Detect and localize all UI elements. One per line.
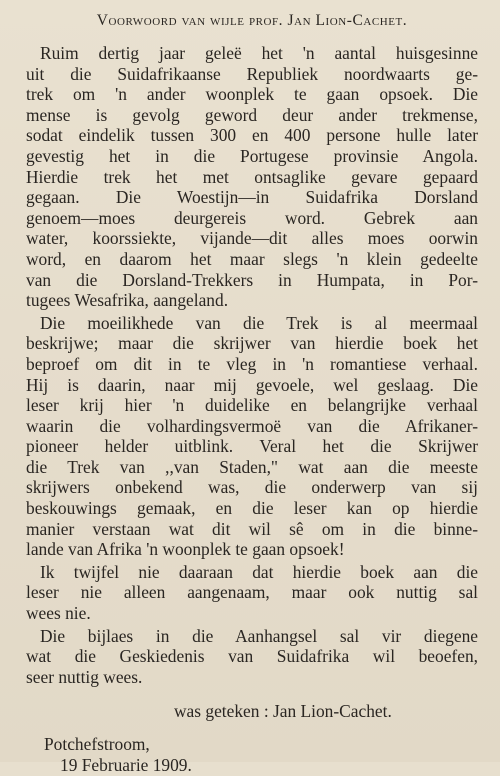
text-line: manier verstaan wat dit wil sê om in die binne- — [26, 518, 478, 539]
text-line: skrijwers onbekend was, die onderwerp van sij — [26, 477, 478, 498]
text-line: pioneer helder uitblink. Veral het die Skrijwer — [26, 436, 478, 457]
text-line: water, koorssiekte, vijande—dit alles moes oorwin — [26, 228, 478, 249]
text-line: beproef om dit in te vleg in 'n romantiese verhaal. — [26, 353, 478, 374]
text-line: sodat eindelik tussen 300 en 400 persone hulle later — [26, 125, 478, 146]
text-line: genoem—moes deurgereis word. Gebrek aan — [26, 207, 478, 228]
text-line: waarin die volhardingsvermoë van die Afrikaner- — [26, 415, 478, 436]
text-line: leser krij hier 'n duidelike en belangrijke verhaal — [26, 395, 478, 416]
text-line: beskrijwe; maar die skrijwer van hierdie boek het — [26, 333, 478, 354]
text-line: tugees Wesafrika, aangeland. — [26, 290, 229, 311]
text-line: mense is gevolg geword deur ander trekmense, — [26, 104, 478, 125]
paragraph — [26, 313, 478, 560]
signature-line: was geteken : Jan Lion-Cachet. — [174, 701, 392, 722]
text-line: word, en daarom het maar slegs 'n klein gedeelte — [26, 248, 478, 269]
text-line: Hij is daarin, naar mij gevoele, wel geslaag. Die — [26, 374, 478, 395]
text-line: wat die Geskiedenis van Suidafrika wil beoefen, — [26, 646, 478, 667]
text-line: trek om 'n ander woonplek te gaan opsoek. Die — [26, 84, 478, 105]
place-line: Potchefstroom, — [44, 734, 150, 755]
foreword-body — [26, 43, 478, 687]
text-line: die Trek van ,,van Staden," wat aan die meeste — [26, 456, 478, 477]
foreword-heading: Voorwoord van wijle prof. Jan Lion-Cachet. — [96, 12, 408, 29]
text-line: Ruim dertig jaar geleë het 'n aantal huisgesinne — [40, 43, 478, 63]
paragraph — [26, 562, 478, 624]
date-line: 19 Februarie 1909. — [60, 755, 192, 776]
text-line: Die bijlaes in die Aanhangsel sal vir diegene — [40, 625, 478, 646]
text-line: uit die Suidafrikaanse Republiek noordwaarts ge- — [26, 63, 478, 84]
text-line: Die moeilikhede van die Trek is al meermaal — [40, 312, 478, 333]
text-line: van die Dorsland-Trekkers in Humpata, in Por- — [26, 269, 478, 290]
text-line: seer nuttig wees. — [26, 666, 143, 687]
text-line: gegaan. Die Woestijn—in Suidafrika Dorsland — [26, 187, 478, 208]
text-line: lande van Afrika 'n woonplek te gaan opsoek! — [26, 539, 345, 560]
paragraph — [26, 43, 478, 311]
text-line: leser nie alleen aangenaam, maar ook nuttig sal — [26, 582, 478, 603]
text-line: Hierdie trek het met ontsaglike gevare gepaard — [26, 166, 478, 187]
paragraph — [26, 626, 478, 688]
text-line: gevestig het in die Portugese provinsie Angola. — [26, 145, 478, 166]
text-line: beskouwings gemaak, en die leser kan op hierdie — [26, 498, 478, 519]
text-line: Ik twijfel nie daaraan dat hierdie boek aan die — [40, 561, 478, 582]
text-line: wees nie. — [26, 603, 91, 624]
